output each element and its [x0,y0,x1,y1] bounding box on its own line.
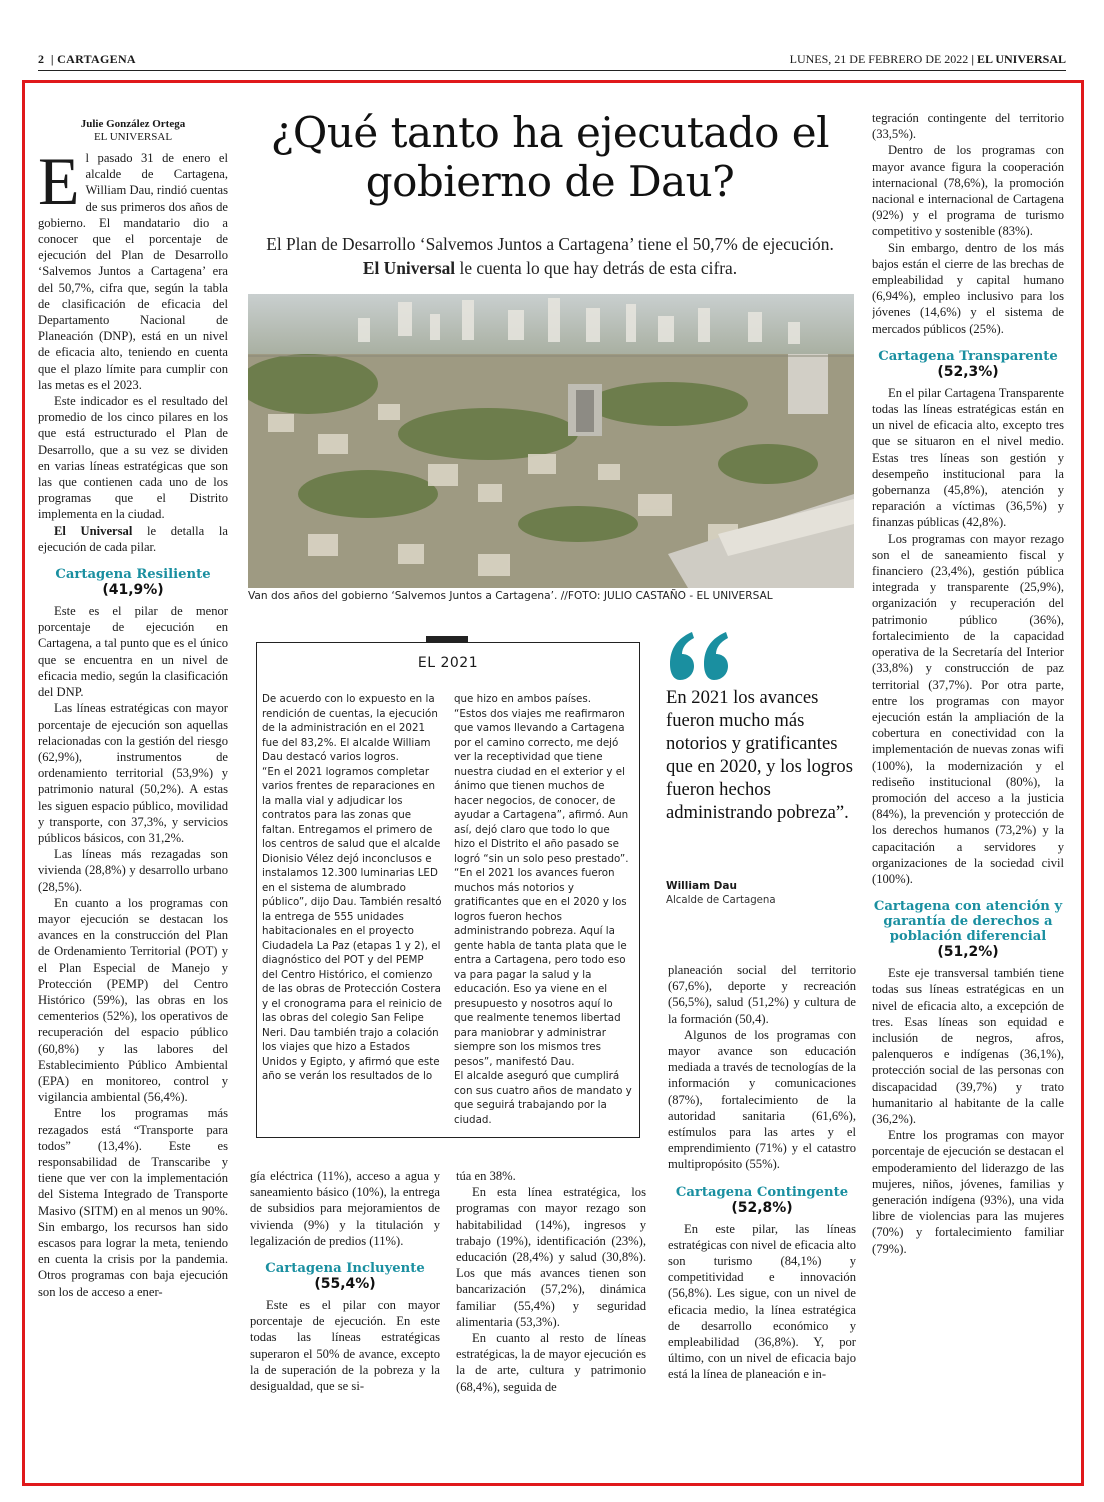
subhead-text: le cuenta lo que hay detrás de esta cifra. [455,258,738,278]
paragraph: En el pilar Cartagena Transparente todas las líneas estratégicas están en un nivel de eficacia alto, excepto tres que se situaron en el nivel medio. Estas tres líneas son gestión y desempeño institucional para la gobernanza (45,8%), atención y reparación a víctimas (36,5%) y finanzas públicas (42,8%). [872,385,1064,530]
page-section-label: 2 | CARTAGENA [38,52,136,66]
header-rule [38,70,1066,71]
paragraph: En este pilar, las líneas estratégicas con nivel de eficacia alto son turismo (84,1%) y competitividad e innovación (56,8%). Les sigue, con un nivel de eficacia medio, la línea estratégica de desarrollo económico y empleabilidad (36,8%). Y, por último, con un nivel de eficacia bajo está la línea de planeación e in- [668,1221,856,1382]
paragraph: Este eje transversal también tiene todas sus líneas estratégicas en un nivel de eficacia alto, a excepción de tres. Esas líneas son equidad e inclusión de negros, afros, palenqueros e indígenas (36,1%), protección social de las personas con discapacidad (39,7%) y trato humanitario al habitante de la calle (36,2%). [872,966,1064,1126]
drop-cap: E [38,143,80,219]
city-aerial-illustration [248,294,854,588]
paragraph: Dentro de los programas con mayor avance figura la cooperación internacional (78,6%), la promoción nacional e internacional de Cartagena (92%) y el programa de turismo competitivo y sostenible (83%). [872,143,1064,239]
photo-caption: Van dos años del gobierno ‘Salvemos Juntos a Cartagena’. //FOTO: JULIO CASTAÑO - EL UNIVERSAL [248,590,773,602]
section-title: Cartagena con atención y garantía de derechos a población diferencial [873,899,1063,945]
byline-author: Julie González Ortega [80,118,186,130]
page-header [38,52,1066,70]
section-heading [872,349,1064,381]
paragraph: Este es el pilar de menor porcentaje de ejecución en Cartagena, a tal punto que es el único que se encuentra en un nivel de eficacia medio, según la clasificación del DNP. [38,604,228,700]
section-percentage: (52,8%) [731,1199,793,1216]
subhead-line-1: El Plan de Desarrollo ‘Salvemos Juntos a Cartagena’ tiene el 50,7% de ejecución. [266,234,834,254]
column-5 [872,110,1064,1480]
sidebar-column-a [262,692,442,1132]
section-heading [872,899,1064,961]
section-title: Cartagena Contingente [675,1184,849,1200]
paragraph: En cuanto a los programas con mayor ejecución se destacan los avances en la construcción del Plan de Ordenamiento Territorial (POT) y el Plan Especial de Manejo y Protección (PEMP) del Centro Histórico (59%), las obras en los cementerios (52%), los operativos de recuperación del espacio público (60,8%) y las labores del Establecimiento Público Ambiental (EPA) en monitoreo, control y vigilancia ambiental (56,4%). [38,895,228,1105]
section-heading [38,567,228,599]
column-4 [668,962,856,1440]
sidebar-text: De acuerdo con lo expuesto en la rendición de cuentas, la ejecución de la administración en el 2021 fue del 83,2%. El alcalde William Dau destacó varios logros. “En el 2021 logramos completar varios frentes de reparaciones en la malla vial y adjudicar los contratos para las zonas que faltan. Entregamos el primero de los centros de salud que el alcalde Dionisio Vélez dejó inconclusos e instalamos 12.300 luminarias LED en el sistema de alumbrado público”, dijo Dau. También resaltó la entrega de 555 unidades habitacionales en el proyecto Ciudadela La Paz (etapas 1 y 2), el diagnóstico del POT y del PEMP del Centro Histórico, el comienzo de las obras de Protección Costera y el cronograma para el reinicio de las obras del colegio San Felipe Neri. Dau también trajo a colación los viajes que hizo a Estados Unidos y Egipto, y afirmó que este año se verán los resultados de lo [262,693,442,1082]
lead-paragraph [38,143,228,393]
paragraph: gía eléctrica (11%), acceso a agua y saneamiento básico (10%), la entrega de subsidios para mejoramientos de vivienda (9%) y la titulación y legalización de predios (11%). [250,1169,440,1248]
sidebar-box-title: EL 2021 [417,655,479,671]
section-percentage: (51,2%) [937,944,999,961]
quote-attribution-role: Alcalde de Cartagena [666,895,776,906]
paragraph: Los programas con mayor rezago son el de saneamiento fiscal y financiero (23,4%), gestión pública integrada y transparente (25,9%), organización y recuperación del patrimonio público (36%), fortalecimiento de la capacidad operativa de la Secretaría del Interior (33,8%) y construcción de paz territorial (37,7%). Por otra parte, entre los programas con mayor ejecución están la ampliación de la cobertura en conectividad con la implementación de nuevas zonas wifi (100%), la modernización y el rediseño institucional (80%), la promoción del acceso a la justicia (84%), la prevención y protección de los derechos humanos (73,2%) y la capacitación a servidores y organizaciones de la sociedad civil (100%). [872,531,1064,886]
paragraph: Las líneas más rezagadas son vivienda (28,8%) y desarrollo urbano (28,5%). [38,847,228,894]
outlet-name-inline: El Universal [54,523,133,538]
subhead-line-2 [240,256,860,280]
column-1 [38,118,228,1480]
section-heading [668,1185,856,1217]
paragraph: En esta línea estratégica, los programas con mayor rezago son habitabilidad (14%), ingresos y trabajo (19%), identificación (23%), educación (28,4%) y salud (30,8%). Los que más avances tienen son bancarización (57,2%), dinámica familiar (55,4%) y seguridad alimentaria (53,3%). [456,1185,646,1329]
paragraph: Sin embargo, dentro de los más bajos están el cierre de las brechas de empleabilidad y capital humano (6,94%), empleo inclusivo para los jóvenes (14,6%) y el sistema de mercados públicos (25%). [872,240,1064,336]
page-dateline: LUNES, 21 DE FEBRERO DE 2022 | EL UNIVERSAL [789,52,1066,66]
pull-quote: En 2021 los avances fueron mucho más notorios y gratificantes que en 2020, y los logros fueron hechos administrando pobreza”. [666,687,853,823]
quote-mark-icon [664,620,744,690]
paragraph: tegración contingente del territorio (33,5%). [872,111,1064,142]
sidebar-text: que hizo en ambos países. “Estos dos viajes me reafirmaron que vamos llevando a Cartagena por el camino correcto, me dejó ver la receptividad que tiene nuestra ciudad en el exterior y el ánimo que tienen muchos de hacer negocios, de conocer, de ayudar a Cartagena”, afirmó. Aun así, dejó claro que todo lo que hizo el Distrito el año pasado se logró “sin un solo peso prestado”. “En el 2021 los avances fueron muchos más notorios y gratificantes que en el 2020 y los logros fueron hechos administrando pobreza. Aquí la gente habla de tanta plata que le entra a Cartagena, pero todo eso va para pagar la salud y la educación. Eso ya viene en el presupuesto y nosotros aquí lo que realmente tenemos libertad para maniobrar y administrar siempre son los mismos tres pesos”, manifestó Dau. El alcalde aseguró que cumplirá con sus cuatro años de mandato y que seguirá trabajando por la ciudad. [454,693,632,1126]
paragraph: Las líneas estratégicas con mayor porcentaje de ejecución son aquellas relacionadas con la gestión del riesgo (62,9%), instrumentos de ordenamiento territorial (53,9%) y patrimonio natural (50,2%). A estas les siguen espacio público, movilidad y transporte, con 37,3%, y servicios públicos básicos, con 31,2%. [38,701,228,845]
page-number: 2 [38,52,45,66]
byline [38,118,228,144]
subhead-outlet: El Universal [362,258,456,278]
section-percentage: (52,3%) [937,363,999,380]
lead-text: l pasado 31 de enero el alcalde de Cartagena, William Dau, rindió cuentas de sus primeros dos años de gobierno. El mandatario dio a conocer que el porcentaje de ejecución del Plan de Desarrollo ‘Salvemos Juntos a Cartagena’ era del 50,7%, cifra que, según la tabla de clasificación de eficacia del Departamento Nacional de Planeación (DNP), está en un nivel de eficacia alto, teniendo en cuenta que el plazo límite para cumplir con las metas es el 2023. [38,151,228,392]
column-3 [456,1168,646,1438]
quote-attribution-name: William Dau [666,880,737,892]
paragraph-text: le detalla la ejecución de cada pilar. [38,523,228,554]
paragraph: En cuanto al resto de líneas estratégicas, la de mayor ejecución es la de arte, cultura y patrimonio (68,4%), seguida de [456,1331,646,1394]
section-percentage: (55,4%) [314,1276,376,1293]
sidebar-column-b [454,692,634,1132]
publication-date: LUNES, 21 DE FEBRERO DE 2022 [789,52,969,66]
column-2 [250,1168,440,1438]
paragraph: planeación social del territorio (67,6%), deporte y recreación (56,5%), salud (51,2%) y cultura de la formación (50,4). [668,963,856,1026]
paragraph: Entre los programas más rezagados está “Transporte para todos” (13,4%). Este es responsabilidad de Transcaribe y tiene que ver con la implementación del Sistema Integrado de Transporte Masivo (SITM) en al menos un 90%. Sin embargo, los recursos han sido escasos para lograr la meta, teniendo en cuenta la crisis por la pandemia. Otros programas con baja ejecución son los de acceso a ener- [38,1106,228,1299]
paragraph: Este indicador es el resultado del promedio de los cinco pilares en los que está estructurado el Plan de Desarrollo, que a su vez se dividen en varias líneas estratégicas que son las que contienen cada uno de los programas que el Distrito implementa en la ciudad. [38,394,228,522]
section-title: Cartagena Incluyente [265,1261,425,1277]
aerial-city-photo [248,294,854,588]
section-name: CARTAGENA [57,52,136,66]
paragraph: túa en 38%. [456,1169,516,1183]
newspaper-name: EL UNIVERSAL [976,52,1066,66]
paragraph: Este es el pilar con mayor porcentaje de ejecución. En este todas las líneas estratégicas superaron el 50% de avance, excepto la de superación de la pobreza y la desigualdad, que se si- [250,1298,440,1394]
section-percentage: (41,9%) [102,582,164,599]
subheadline [240,232,860,280]
section-heading [250,1261,440,1293]
byline-outlet: EL UNIVERSAL [93,131,173,143]
section-title: Cartagena Transparente [878,348,1058,364]
section-title: Cartagena Resiliente [55,567,211,583]
headline: ¿Qué tanto ha ejecutado el gobierno de Dau? [270,108,830,206]
paragraph: Algunos de los programas con mayor avance son educación mediada a través de tecnologías de la información y comunicaciones (87%), fortalecimiento de la autoridad sanitaria (61,6%), estímulos para las artes y el emprendimiento (71%) y el catastro multipropósito (55%). [668,1027,856,1172]
paragraph: Entre los programas con mayor porcentaje de ejecución se destacan el empoderamiento del liderazgo de las mujeres, niños, jóvenes, familias y generación indígena (93%), una vida libre de violencias para las mujeres (70%) y fortalecimiento familiar (79%). [872,1128,1064,1256]
paragraph [38,523,228,555]
